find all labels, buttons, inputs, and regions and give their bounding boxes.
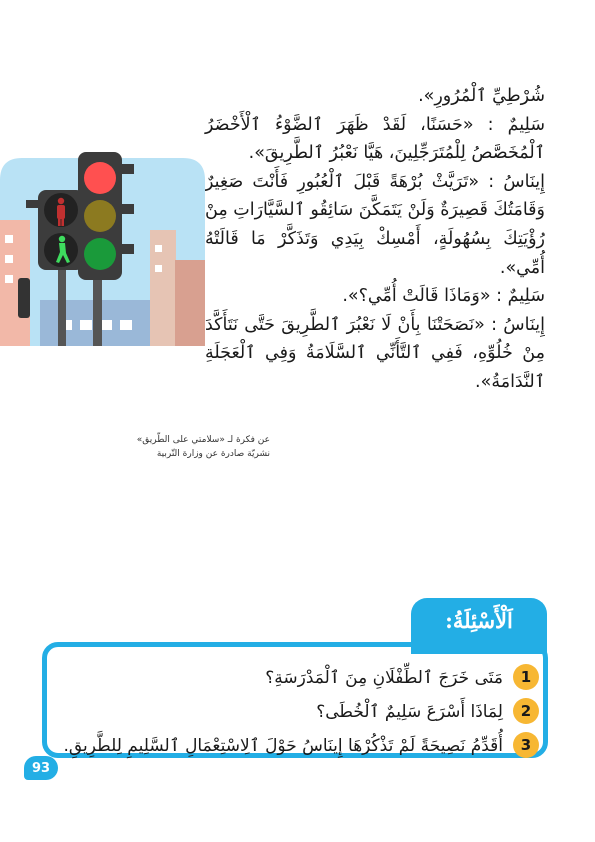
- story-line: إِينَاسُ : «تَرَيَّثْ بُرْهَةً قَبْلَ ٱلْعُبُورِ فَأَنْتَ صَغِيرٌ وَقَامَتُكَ قَصِيرَةٌ وَلَنْ يَتَمَكَّنَ سَائِقُو ٱلسَّيَّارَاتِ مِنْ رُؤْيَتِكَ بِسُهُولَةٍ، أَمْسِكْ بِيَدِي وَتَذَكَّرْ مَا قَالَتْهُ أُمِّي».: [205, 171, 545, 278]
- question-number-badge: 2: [513, 698, 539, 724]
- question-item: [59, 694, 539, 728]
- question-text: لِمَاذَا أَسْرَعَ سَلِيمٌ ٱلْخُطَى؟: [316, 701, 503, 722]
- story-line: سَلِيمٌ : «حَسَنًا، لَقَدْ ظَهَرَ ٱلضَّوْءُ ٱلْأَخْضَرُ ٱلْمُخَصَّصُ لِلْمُتَرَجِّلِينَ، هَيَّا نَعْبُرُ ٱلطَّرِيقَ».: [205, 114, 545, 164]
- question-text: مَتَى خَرَجَ ٱلطِّفْلَانِ مِنَ ٱلْمَدْرَسَةِ؟: [265, 667, 503, 688]
- question-number-badge: 1: [513, 664, 539, 690]
- source-attribution: [137, 433, 270, 461]
- questions-title: اَلْأَسْئِلَةُ:: [411, 598, 547, 654]
- story-line: شُرْطِيِّ ٱلْمُرُورِ».: [418, 86, 545, 106]
- question-item: [59, 660, 539, 694]
- story-line: إِينَاسُ : «نَصَحَتْنَا بِأَنْ لَا نَعْبُرَ ٱلطَّرِيقَ حَتَّى نَتَأَكَّدَ مِنْ خُلُوِّهِ، فَفِي ٱلتَّأَنِّي ٱلسَّلَامَةُ وَفِي ٱلْعَجَلَةِ ٱلنَّدَامَةُ».: [205, 314, 545, 392]
- question-item: [59, 728, 539, 762]
- questions-list: [59, 660, 539, 762]
- question-text: أُقَدِّمُ نَصِيحَةً لَمْ تَذْكُرْهَا إِينَاسُ حَوْلَ ٱلِاسْتِعْمَالِ ٱلسَّلِيمِ لِلطَّرِيقِ.: [63, 735, 503, 756]
- page-number: 93: [24, 756, 58, 780]
- traffic-light-illustration: [0, 150, 205, 346]
- source-line: عن فكرة لـ «سلامتي على الطّريق»: [136, 435, 270, 445]
- story-line: سَلِيمٌ : «وَمَاذَا قَالَتْ أُمِّي؟».: [342, 286, 545, 307]
- source-line: نشريّة صادرة عن وزارة التّربية: [156, 449, 270, 459]
- question-number-badge: 3: [513, 732, 539, 758]
